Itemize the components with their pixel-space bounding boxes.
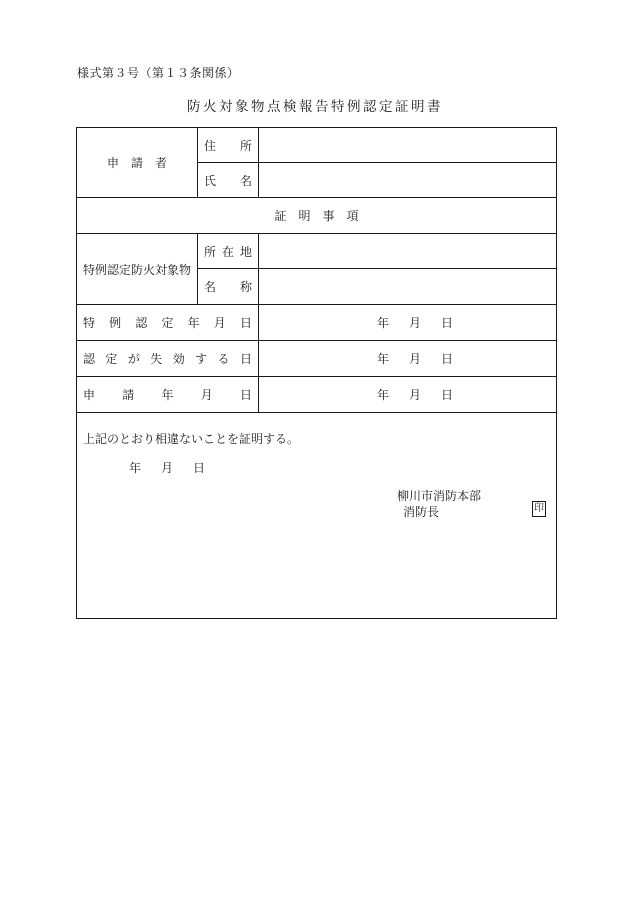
expiry-date-label-cell [77,341,259,377]
applicant-label-cell [77,128,198,198]
expiry-date-field[interactable]: 年 月 日 [259,341,557,377]
applicant-name-label-cell [198,163,259,198]
application-date-field[interactable]: 年 月 日 [259,377,557,413]
certification-statement: 上記のとおり相違ないことを証明する。 [83,432,300,446]
applicant-name-field[interactable] [259,163,557,198]
certification-date[interactable]: 年 月 日 [129,461,206,475]
special-approval-date-label: 特 例 認 定 年 月 日 [83,316,252,330]
target-location-label-cell [198,234,259,269]
target-location-label: 所 在 地 [204,244,252,259]
applicant-label: 申 請 者 [107,156,167,170]
target-name-field[interactable] [259,269,557,305]
certification-heading: 証 明 事 項 [274,209,359,223]
target-name-label-cell [198,269,259,305]
target-name-label: 名 称 [204,280,252,294]
certificate-table [76,127,557,619]
application-date-row [77,377,557,413]
applicant-address-field[interactable] [259,128,557,163]
special-approval-date-label-cell [77,305,259,341]
special-approval-date-row [77,305,557,341]
document-title: 防火対象物点検報告特例認定証明書 [187,99,443,115]
certification-heading-cell [77,198,557,234]
target-label-cell [77,234,198,305]
form-number: 様式第３号（第１３条関係） [77,66,240,80]
expiry-date-label: 認 定 が 失 効 す る 日 [83,352,252,366]
application-date-label-cell [77,377,259,413]
seal-stamp-box: 印 [532,501,546,517]
target-location-field[interactable] [259,234,557,269]
issuer-title: 消防長 [403,505,440,519]
certification-block [77,413,557,619]
application-date-label: 申 請 年 月 日 [83,388,252,402]
applicant-address-label-cell [198,128,259,163]
applicant-name-label: 氏 名 [204,173,252,188]
issuer-organization: 柳川市消防本部 [397,489,482,503]
applicant-address-label: 住 所 [204,138,252,153]
special-approval-date-field[interactable]: 年 月 日 [259,305,557,341]
expiry-date-row [77,341,557,377]
target-label: 特例認定防火対象物 [83,262,192,277]
